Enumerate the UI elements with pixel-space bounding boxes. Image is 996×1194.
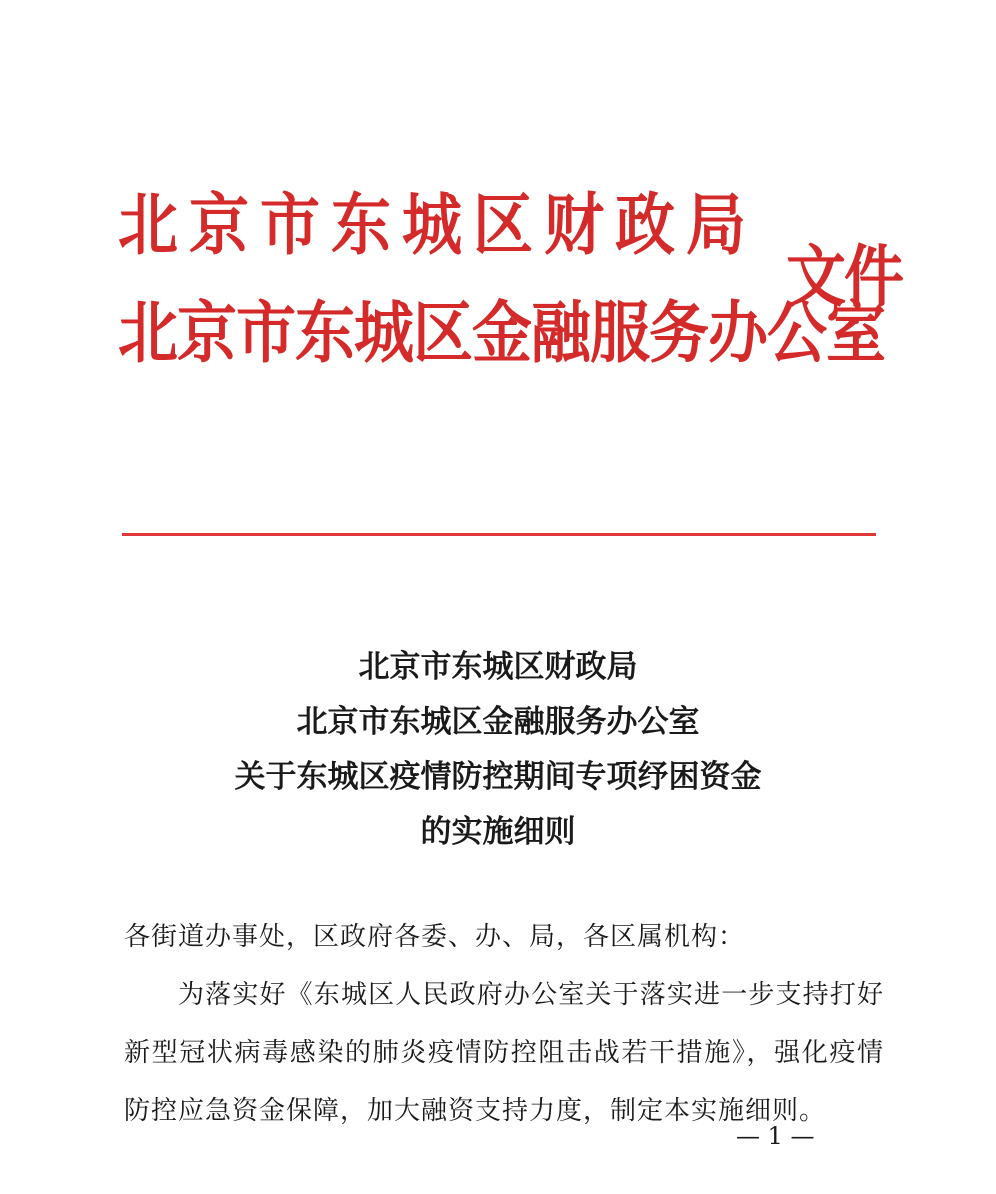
red-divider-rule [122,533,876,536]
header-suffix: 文件 [786,238,902,317]
document-title [0,640,996,860]
header-issuer-2: 北京市东城区金融服务办公室 [118,294,885,373]
header-issuer-1: 北京市东城区财政局 [118,186,757,265]
title-line-2: 北京市东城区金融服务办公室 [296,704,700,740]
addressee: 各街道办事处，区政府各委、办、局，各区属机构： [124,922,746,952]
body-paragraph-1: 为落实好《东城区人民政府办公室关于落实进一步支持打好新型冠状病毒感染的肺炎疫情防控阻击战若干措施》，强化疫情防控应急资金保障，加大融资支持力度，制定本实施细则。 [124,980,884,1126]
title-line-3: 关于东城区疫情防控期间专项纾困资金 [234,759,762,795]
page-number: — 1 — [736,1122,815,1150]
document-header [118,172,902,373]
title-line-4: 的实施细则 [420,814,576,850]
title-line-1: 北京市东城区财政局 [358,649,638,685]
document-body [124,908,884,1140]
